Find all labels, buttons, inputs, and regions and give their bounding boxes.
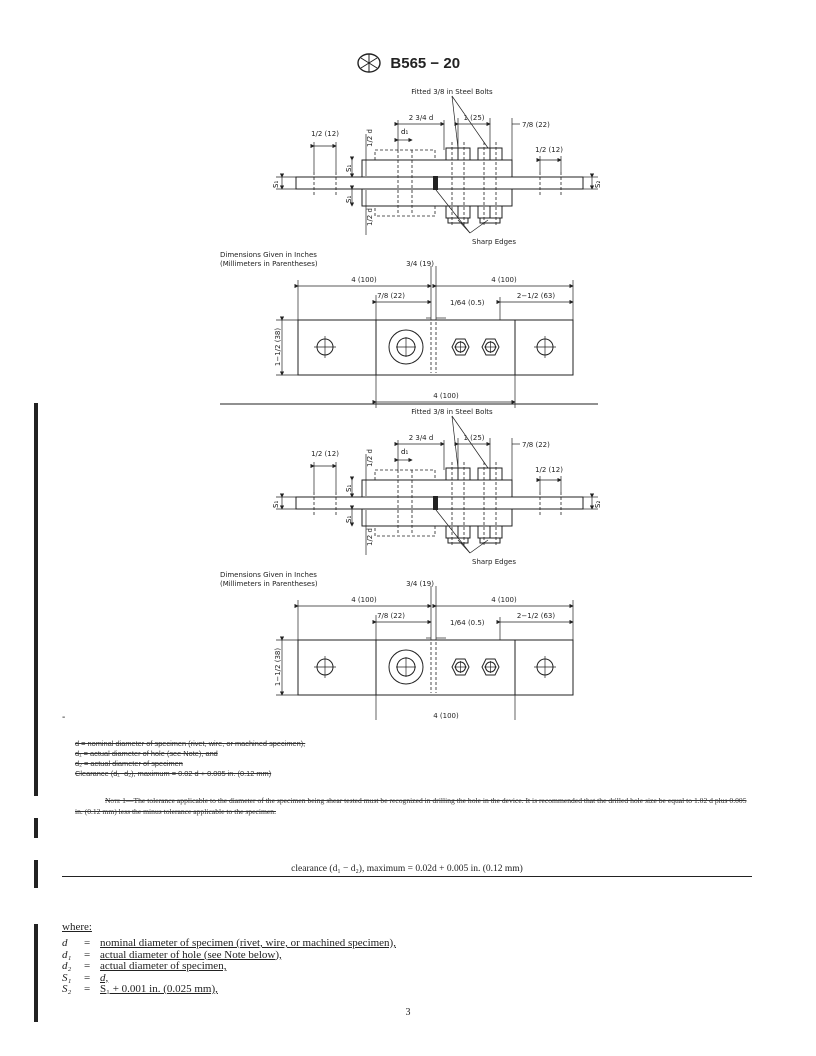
label-2-3-4-d-top: 2 3/4 d [408,114,434,122]
def-equals: = [84,937,91,949]
label-7-8-22-top: 7/8 (22) [522,121,550,129]
label-1-2-12-right-bottom: 1/2 (12) [535,466,563,474]
definition-row [62,961,396,973]
label-sharp-edges-bottom: Sharp Edges [472,558,516,566]
label-4-100-left-top: 4 (100) [351,276,377,284]
figure-old-version [272,96,602,408]
change-bar-2 [34,818,38,838]
struck-def-4: Clearance (d₁−d₂), maximum = 0.02 d + 0.005 in. (0.12 mm) [75,769,272,778]
struck-definitions [75,739,305,779]
label-1-1-2-38-bottom: 1−1/2 (38) [274,647,282,687]
def-symbol: d₂ [62,960,72,972]
standard-designation: B565 − 20 [390,54,461,72]
where-label: where: [62,921,92,933]
label-1-25-top: 1 (25) [463,114,485,122]
def-text: nominal diameter of specimen (rivet, wire, or machined specimen), [100,937,396,949]
label-1-64-bottom: 1/64 (0.5) [450,619,485,627]
struck-def-1: d = nominal diameter of specimen (rivet, wire, or machined specimen), [75,739,306,748]
label-3-4-19-bottom: 3/4 (19) [406,580,434,588]
def-text: S₁ + 0.001 in. (0.025 mm), [100,983,218,995]
note-text: The tolerance applicable to the diameter of the specimen being shear tested must be recognized in drilling the hole in the device. It is recommended that the drilled hole size be equal to 1.02 d plus 0.005 in. (0.12 mm) less the minus tolerance applicable to the specimen. [75,796,747,816]
definition-row [62,984,396,996]
label-bolts-bottom: Fitted 3/8 in Steel Bolts [411,408,493,416]
def-text: actual diameter of specimen, [100,960,227,972]
def-equals: = [84,960,91,972]
dims-note-line1-top: Dimensions Given in Inches [220,251,317,259]
label-sharp-edges-top: Sharp Edges [472,238,516,246]
def-symbol: S₂ [62,983,72,995]
struck-def-2: d₁ = actual diameter of hole (see Note), and [75,749,218,758]
label-1-2-d-lower-bottom: 1/2 d [366,528,374,546]
label-bolts-top: Fitted 3/8 in Steel Bolts [411,88,493,96]
label-1-2-d-upper-bottom: 1/2 d [366,449,374,467]
def-equals: = [84,948,91,961]
struck-note-1 [75,795,755,817]
label-1-2-12-left-top: 1/2 (12) [311,130,339,138]
stray-dash: - [62,712,66,723]
label-4-100-right-top: 4 (100) [491,276,517,284]
label-2-1-2-63-bottom: 2−1/2 (63) [516,612,556,620]
label-4-100-right-bottom: 4 (100) [491,596,517,604]
label-4-100-bottom-bottom: 4 (100) [433,712,459,720]
label-1-2-d-upper-top: 1/2 d [366,129,374,147]
label-2-3-4-d-bottom: 2 3/4 d [408,434,434,442]
label-3-4-19-top: 3/4 (19) [406,260,434,268]
figure-new-version [272,416,602,720]
def-text: d, [100,971,109,984]
dims-note-line2-top: (Millimeters in Parentheses) [220,260,318,268]
label-1-2-d-lower-top: 1/2 d [366,208,374,226]
page-number: 3 [405,1007,411,1018]
def-symbol: d [62,937,68,949]
dims-note-line1-bottom: Dimensions Given in Inches [220,571,317,579]
change-bar-3 [34,860,38,888]
label-4-100-left-bottom: 4 (100) [351,596,377,604]
clearance-equation: clearance (d₁ − d₂), maximum = 0.02d + 0.005 in. (0.12 mm) [62,864,752,877]
label-7-8-22-bottom: 7/8 (22) [522,441,550,449]
definitions-list [62,938,396,996]
label-1-25-bottom: 1 (25) [463,434,485,442]
label-2-1-2-63-top: 2−1/2 (63) [516,292,556,300]
def-equals: = [84,971,91,984]
label-4-100-bottom-top: 4 (100) [433,392,459,400]
def-text: actual diameter of hole (see Note below), [100,948,282,961]
dims-note-line2-bottom: (Millimeters in Parentheses) [220,580,318,588]
label-7-8-22-plan-top: 7/8 (22) [377,292,405,300]
struck-def-3: d₂ = actual diameter of specimen [75,759,183,768]
label-1-2-12-left-bottom: 1/2 (12) [311,450,339,458]
label-1-64-top: 1/64 (0.5) [450,299,485,307]
label-7-8-22-plan-bottom: 7/8 (22) [377,612,405,620]
def-symbol: d₁ [62,948,72,961]
label-1-2-12-right-top: 1/2 (12) [535,146,563,154]
def-equals: = [84,983,91,995]
note-label: Note 1— [105,796,134,805]
label-1-1-2-38-top: 1−1/2 (38) [274,327,282,367]
def-symbol: S₁ [62,971,72,984]
